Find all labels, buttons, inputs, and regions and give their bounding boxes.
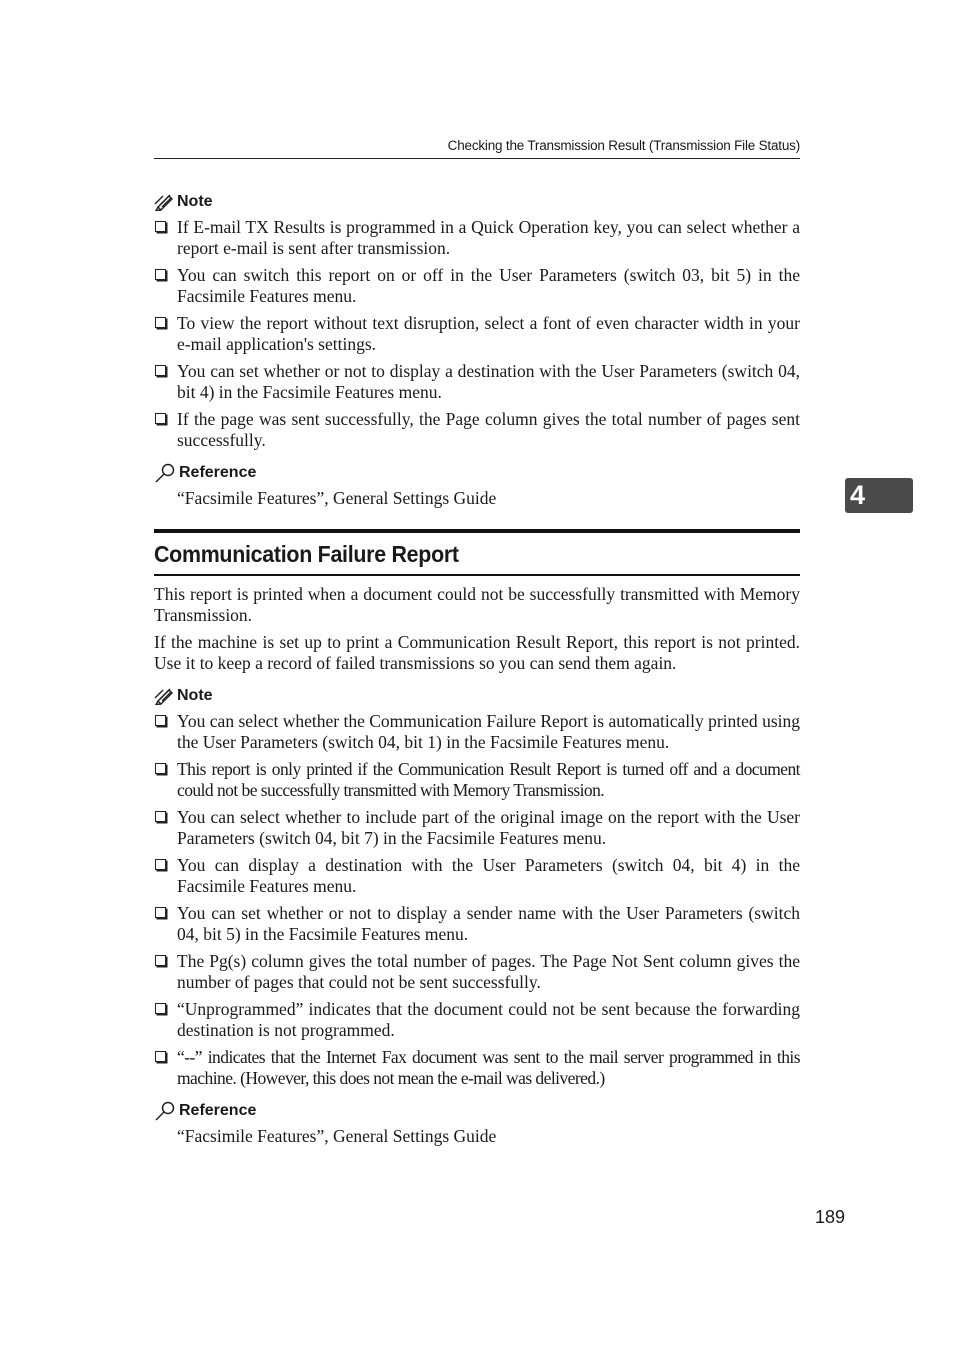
checkbox-bullet-icon bbox=[155, 811, 166, 822]
reference-label: Reference bbox=[179, 1102, 257, 1119]
header-divider bbox=[154, 158, 800, 159]
pencil-icon bbox=[154, 687, 174, 705]
list-item: This report is only printed if the Communication Result Report is turned off and a document could not be successfully transmitted with Memory Transmission. bbox=[154, 759, 800, 801]
checkbox-bullet-icon bbox=[155, 715, 166, 726]
chapter-tab: 4 bbox=[845, 478, 913, 513]
list-item: The Pg(s) column gives the total number of pages. The Page Not Sent column gives the number of pages that could not be sent successfully. bbox=[154, 951, 800, 993]
list-item: If E-mail TX Results is programmed in a Quick Operation key, you can select whether a report e-mail is sent after transmission. bbox=[154, 217, 800, 259]
list-item: You can select whether to include part of the original image on the report with the User Parameters (switch 04, bit 7) in the Facsimile Features menu. bbox=[154, 807, 800, 849]
body-paragraph: If the machine is set up to print a Communication Result Report, this report is not printed. Use it to keep a record of failed transmissions so you can send them again. bbox=[154, 632, 800, 673]
list-item: To view the report without text disruption, select a font of even character width in your e-mail application's settings. bbox=[154, 313, 800, 355]
running-header: Checking the Transmission Result (Transmission File Status) bbox=[447, 138, 800, 153]
page-number: 189 bbox=[814, 1207, 845, 1227]
list-item: “--” indicates that the Internet Fax document was sent to the mail server programmed in this machine. (However, this does not mean the e-mail was delivered.) bbox=[154, 1047, 800, 1089]
reference-text: “Facsimile Features”, General Settings Guide bbox=[177, 1126, 497, 1146]
section-bottom-rule bbox=[154, 574, 800, 576]
list-item: You can switch this report on or off in the User Parameters (switch 03, bit 5) in the Facsimile Features menu. bbox=[154, 265, 800, 307]
checkbox-bullet-icon bbox=[155, 907, 166, 918]
body-paragraph: This report is printed when a document could not be successfully transmitted with Memory Transmission. bbox=[154, 584, 800, 625]
note-label: Note bbox=[177, 687, 213, 704]
section-top-rule bbox=[154, 529, 800, 533]
reference-label: Reference bbox=[179, 464, 257, 481]
list-item: You can set whether or not to display a destination with the User Parameters (switch 04, bit 4) in the Facsimile Features menu. bbox=[154, 361, 800, 403]
checkbox-bullet-icon bbox=[155, 413, 166, 424]
list-item: You can select whether the Communication Failure Report is automatically printed using the User Parameters (switch 04, bit 1) in the Facsimile Features menu. bbox=[154, 711, 800, 753]
magnifier-icon bbox=[154, 463, 176, 483]
checkbox-bullet-icon bbox=[155, 365, 166, 376]
list-item: You can display a destination with the User Parameters (switch 04, bit 4) in the Facsimile Features menu. bbox=[154, 855, 800, 897]
note-heading bbox=[154, 192, 800, 212]
checkbox-bullet-icon bbox=[155, 317, 166, 328]
checkbox-bullet-icon bbox=[155, 221, 166, 232]
pencil-icon bbox=[154, 193, 174, 211]
note-heading bbox=[154, 686, 800, 706]
note-list bbox=[154, 711, 800, 1089]
magnifier-icon bbox=[154, 1101, 176, 1121]
list-item: “Unprogrammed” indicates that the document could not be sent because the forwarding destination is not programmed. bbox=[154, 999, 800, 1041]
list-item: You can set whether or not to display a sender name with the User Parameters (switch 04, bit 5) in the Facsimile Features menu. bbox=[154, 903, 800, 945]
checkbox-bullet-icon bbox=[155, 269, 166, 280]
page-content bbox=[154, 192, 800, 1147]
reference-heading bbox=[154, 1101, 800, 1121]
checkbox-bullet-icon bbox=[155, 859, 166, 870]
reference-heading bbox=[154, 463, 800, 483]
list-item: If the page was sent successfully, the Page column gives the total number of pages sent successfully. bbox=[154, 409, 800, 451]
checkbox-bullet-icon bbox=[155, 955, 166, 966]
section-title: Communication Failure Report bbox=[154, 541, 459, 567]
reference-text: “Facsimile Features”, General Settings Guide bbox=[177, 488, 497, 508]
checkbox-bullet-icon bbox=[155, 1003, 166, 1014]
checkbox-bullet-icon bbox=[155, 763, 166, 774]
checkbox-bullet-icon bbox=[155, 1051, 166, 1062]
note-label: Note bbox=[177, 193, 213, 210]
note-list bbox=[154, 217, 800, 451]
